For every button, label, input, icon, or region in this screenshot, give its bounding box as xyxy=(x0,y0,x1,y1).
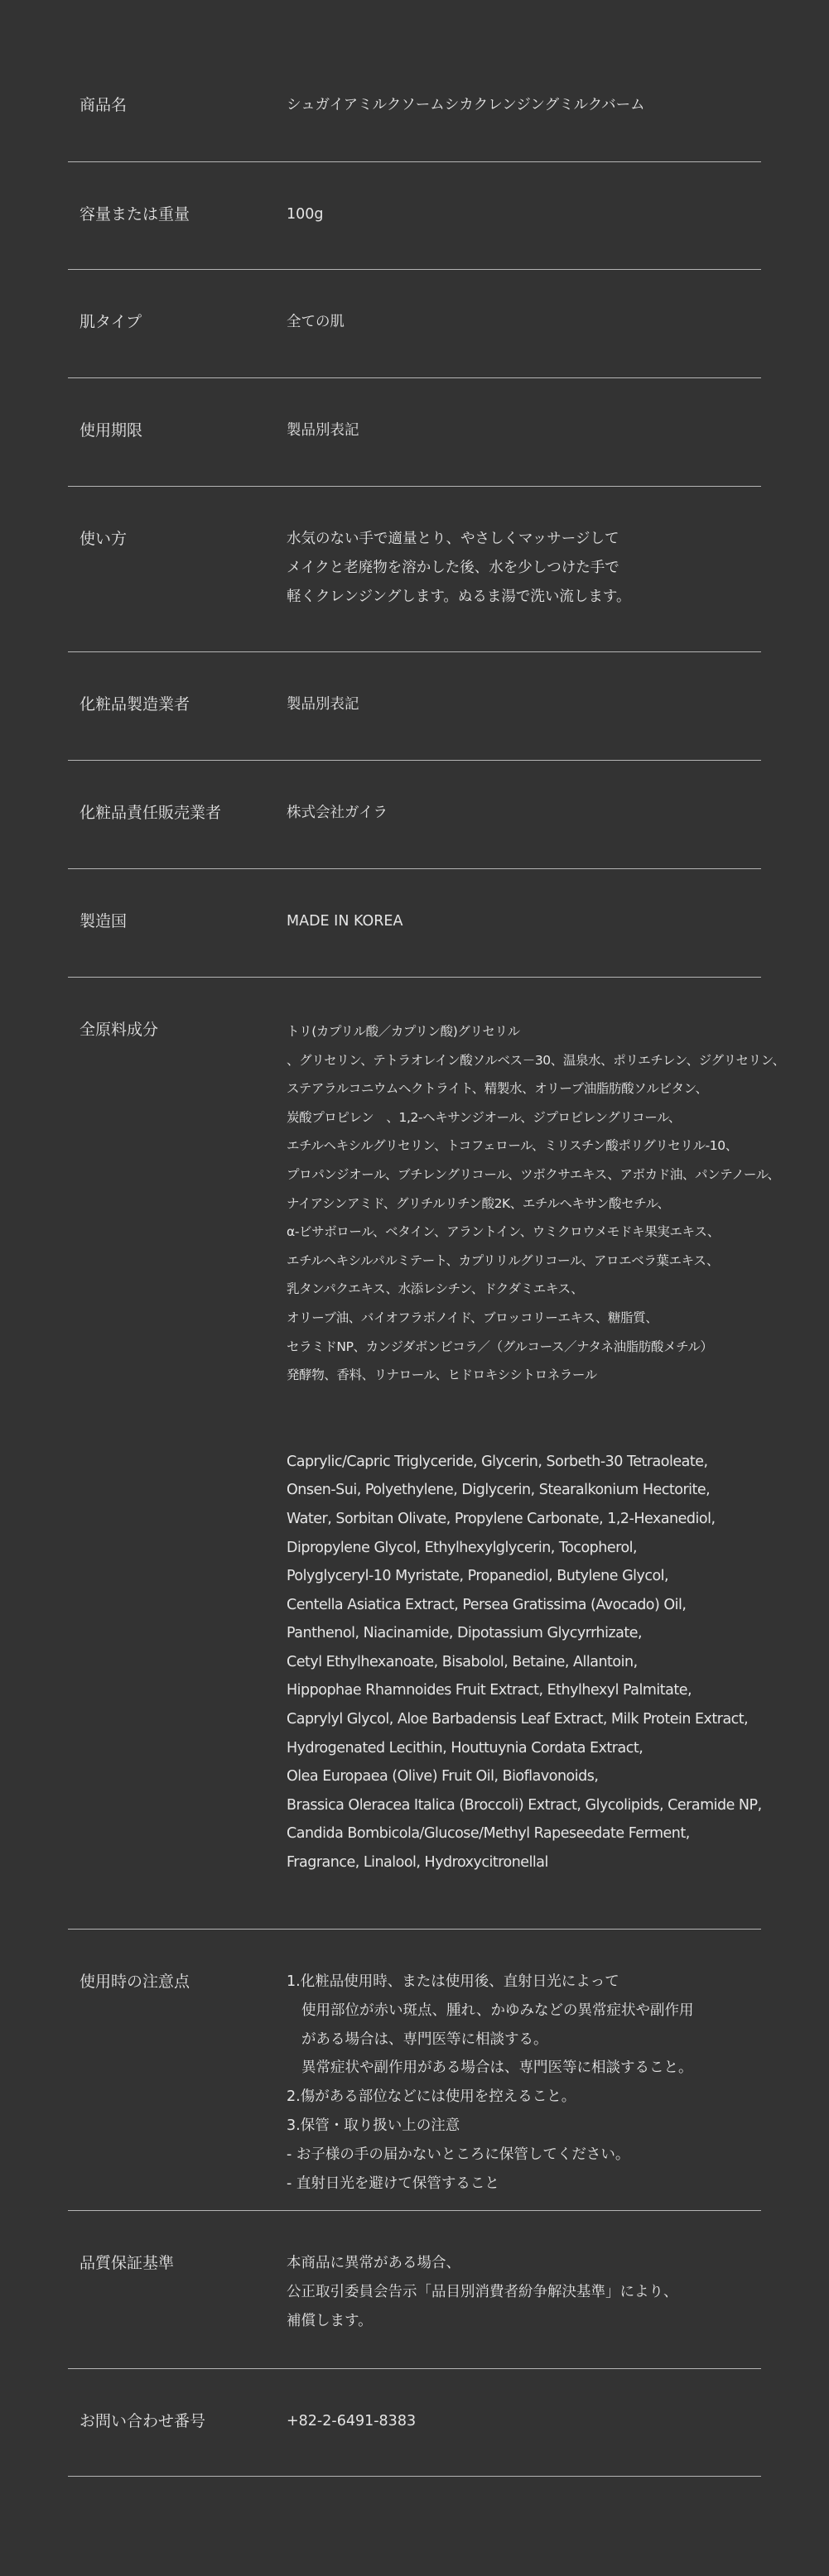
ingredient-jp-line: ナイアシンアミド、グリチルリチン酸2K、エチルヘキサン酸セチル、 xyxy=(287,1195,670,1211)
ingredient-en-line: Onsen-Sui, Polyethylene, Diglycerin, Stearalkonium Hectorite, xyxy=(287,1482,711,1499)
ingredient-en-line: Brassica Oleracea Italica (Broccoli) Extract, Glycolipids, Ceramide NP, xyxy=(287,1796,762,1814)
ingredient-jp-line: プロパンジオール、ブチレングリコール、ツボクサエキス、アボカド油、パンテノール、 xyxy=(287,1166,780,1182)
ingredient-jp-line: 発酵物、香料、リナロール、ヒドロキシシトロネラール xyxy=(287,1367,597,1383)
ingredient-en-line: Water, Sorbitan Olivate, Propylene Carbonate, 1,2-Hexanediol, xyxy=(287,1510,716,1527)
value-precautions xyxy=(287,1968,767,2198)
ingredient-jp-line: オリーブ油、バイオフラボノイド、ブロッコリーエキス、糖脂質、 xyxy=(287,1310,658,1325)
ingredient-en-line: Fragrance, Linalool, Hydroxycitronellal xyxy=(287,1854,548,1872)
value-line: 本商品に異常がある場合、 xyxy=(287,2255,460,2271)
ingredient-jp-line: トリ(カプリル酸／カプリン酸)グリセリル xyxy=(287,1024,520,1039)
value-skin-type xyxy=(287,308,767,337)
label-ingredients: 全原料成分 xyxy=(80,1021,159,1039)
row-distributor xyxy=(68,761,761,869)
value-line: - 直射日光を避けて保管すること xyxy=(287,2175,499,2192)
ingredient-jp-line: 乳タンパクエキス、水添レシチン、ドクダミエキス、 xyxy=(287,1281,584,1297)
label-quality-guarantee: 品質保証基準 xyxy=(80,2254,175,2272)
value-line: 株式会社ガイラ xyxy=(287,805,388,821)
ingredient-jp-line: エチルヘキシルグリセリン、トコフェロール、ミリスチン酸ポリグリセリル-10、 xyxy=(287,1138,738,1154)
value-ingredients xyxy=(287,1017,785,1877)
label-manufacturer: 化粧品製造業者 xyxy=(80,695,190,714)
value-line: 3.保管・取り扱い上の注意 xyxy=(287,2117,460,2134)
ingredient-en-line: Panthenol, Niacinamide, Dipotassium Glycyrrhizate, xyxy=(287,1625,643,1642)
value-line: 製品別表記 xyxy=(287,696,359,713)
value-line: メイクと老廃物を溶かした後、水を少しつけた手で xyxy=(287,559,619,576)
ingredient-jp-line: α-ビサボロール、ベタイン、アラントイン、ウミクロウメモドキ果実エキス、 xyxy=(287,1224,720,1240)
value-line: 補償します。 xyxy=(287,2312,373,2329)
label-precautions: 使用時の注意点 xyxy=(80,1973,190,1991)
ingredient-spacer xyxy=(287,1390,767,1448)
value-line: 異常症状や副作用がある場合は、専門医等に相談すること。 xyxy=(301,2059,693,2077)
ingredient-en-line: Cetyl Ethylhexanoate, Bisabolol, Betaine, Allantoin, xyxy=(287,1653,638,1670)
value-manufacturer xyxy=(287,690,767,719)
ingredient-jp-line: 、グリセリン、テトラオレイン酸ソルベス－30、温泉水、ポリエチレン、ジグリセリン、 xyxy=(287,1052,785,1068)
row-product-name xyxy=(68,0,761,162)
ingredient-jp-line: 炭酸プロピレン 、1,2-ヘキサンジオール、ジプロピレングリコール、 xyxy=(287,1109,681,1125)
ingredient-en-line: Olea Europaea (Olive) Fruit Oil, Bioflavonoids, xyxy=(287,1768,599,1785)
value-distributor xyxy=(287,799,767,828)
label-volume: 容量または重量 xyxy=(80,205,190,223)
value-expiry xyxy=(287,416,767,445)
row-country xyxy=(68,869,761,978)
value-quality-guarantee xyxy=(287,2249,767,2335)
ingredient-en-line: Hydrogenated Lecithin, Houttuynia Cordata Extract, xyxy=(287,1739,643,1757)
ingredient-en-line: Dipropylene Glycol, Ethylhexylglycerin, Tocopherol, xyxy=(287,1539,638,1556)
value-line: - お子様の手の届かないところに保管してください。 xyxy=(287,2146,630,2163)
value-line: がある場合は、専門医等に相談する。 xyxy=(301,2031,548,2048)
value-line: MADE IN KOREA xyxy=(287,913,403,930)
label-expiry: 使用期限 xyxy=(80,421,143,440)
contact-phone-number: +82-2-6491-8383 xyxy=(287,2413,417,2429)
ingredient-jp-line: エチルヘキシルパルミテート、カプリリルグリコール、アロエベラ葉エキス、 xyxy=(287,1252,720,1268)
ingredient-jp-line: セラミドNP、カンジダボンビコラ／（グルコース／ナタネ油脂肪酸メチル） xyxy=(287,1338,713,1354)
ingredient-en-line: Hippophae Rhamnoides Fruit Extract, Ethylhexyl Palmitate, xyxy=(287,1682,692,1699)
ingredient-en-line: Caprylic/Capric Triglyceride, Glycerin, Sorbeth-30 Tetraoleate, xyxy=(287,1453,708,1470)
value-line: 2.傷がある部位などには使用を控えること。 xyxy=(287,2088,576,2106)
value-line: 軽くクレンジングします。ぬるま湯で洗い流します。 xyxy=(287,588,631,605)
row-skin-type xyxy=(68,270,761,378)
value-country xyxy=(287,907,767,936)
product-info-table xyxy=(68,0,785,2477)
value-line: 製品別表記 xyxy=(287,422,359,439)
label-how-to-use: 使い方 xyxy=(80,530,128,548)
ingredient-jp-line: ステアラルコニウムヘクトライト、精製水、オリーブ油脂肪酸ソルビタン、 xyxy=(287,1081,708,1097)
label-contact: お問い合わせ番号 xyxy=(80,2412,206,2430)
value-line: 水気のない手で適量とり、やさしくマッサージして xyxy=(287,531,619,547)
ingredient-en-line: Candida Bombicola/Glucose/Methyl Rapeseedate Ferment, xyxy=(287,1825,690,1843)
value-volume xyxy=(287,200,767,229)
label-country: 製造国 xyxy=(80,912,128,930)
value-line: 使用部位が赤い斑点、腫れ、かゆみなどの異常症状や副作用 xyxy=(301,2002,694,2019)
value-contact xyxy=(287,2407,767,2436)
label-distributor: 化粧品責任販売業者 xyxy=(80,804,222,822)
row-ingredients xyxy=(68,978,785,1930)
value-line: シュガイアミルクソームシカクレンジングミルクバーム xyxy=(287,97,645,113)
row-manufacturer xyxy=(68,652,761,761)
row-precautions xyxy=(68,1930,761,2211)
ingredient-en-line: Caprylyl Glycol, Aloe Barbadensis Leaf Extract, Milk Protein Extract, xyxy=(287,1711,749,1728)
row-quality-guarantee xyxy=(68,2211,761,2369)
row-how-to-use xyxy=(68,487,761,652)
value-line: 100g xyxy=(287,206,324,223)
row-volume xyxy=(68,162,761,270)
ingredient-en-line: Centella Asiatica Extract, Persea Gratissima (Avocado) Oil, xyxy=(287,1596,687,1613)
value-product-name xyxy=(287,91,767,120)
value-line: 公正取引委員会告示「品目別消費者紛争解決基準」により、 xyxy=(287,2283,678,2300)
value-how-to-use xyxy=(287,525,767,611)
label-skin-type: 肌タイプ xyxy=(80,313,142,331)
row-contact xyxy=(68,2369,761,2477)
value-line: 全ての肌 xyxy=(287,314,345,330)
ingredient-en-line: Polyglyceryl-10 Myristate, Propanediol, Butylene Glycol, xyxy=(287,1568,669,1585)
value-line: 1.化粧品使用時、または使用後、直射日光によって xyxy=(287,1973,619,1990)
row-expiry xyxy=(68,378,761,487)
label-product-name: 商品名 xyxy=(80,96,128,114)
